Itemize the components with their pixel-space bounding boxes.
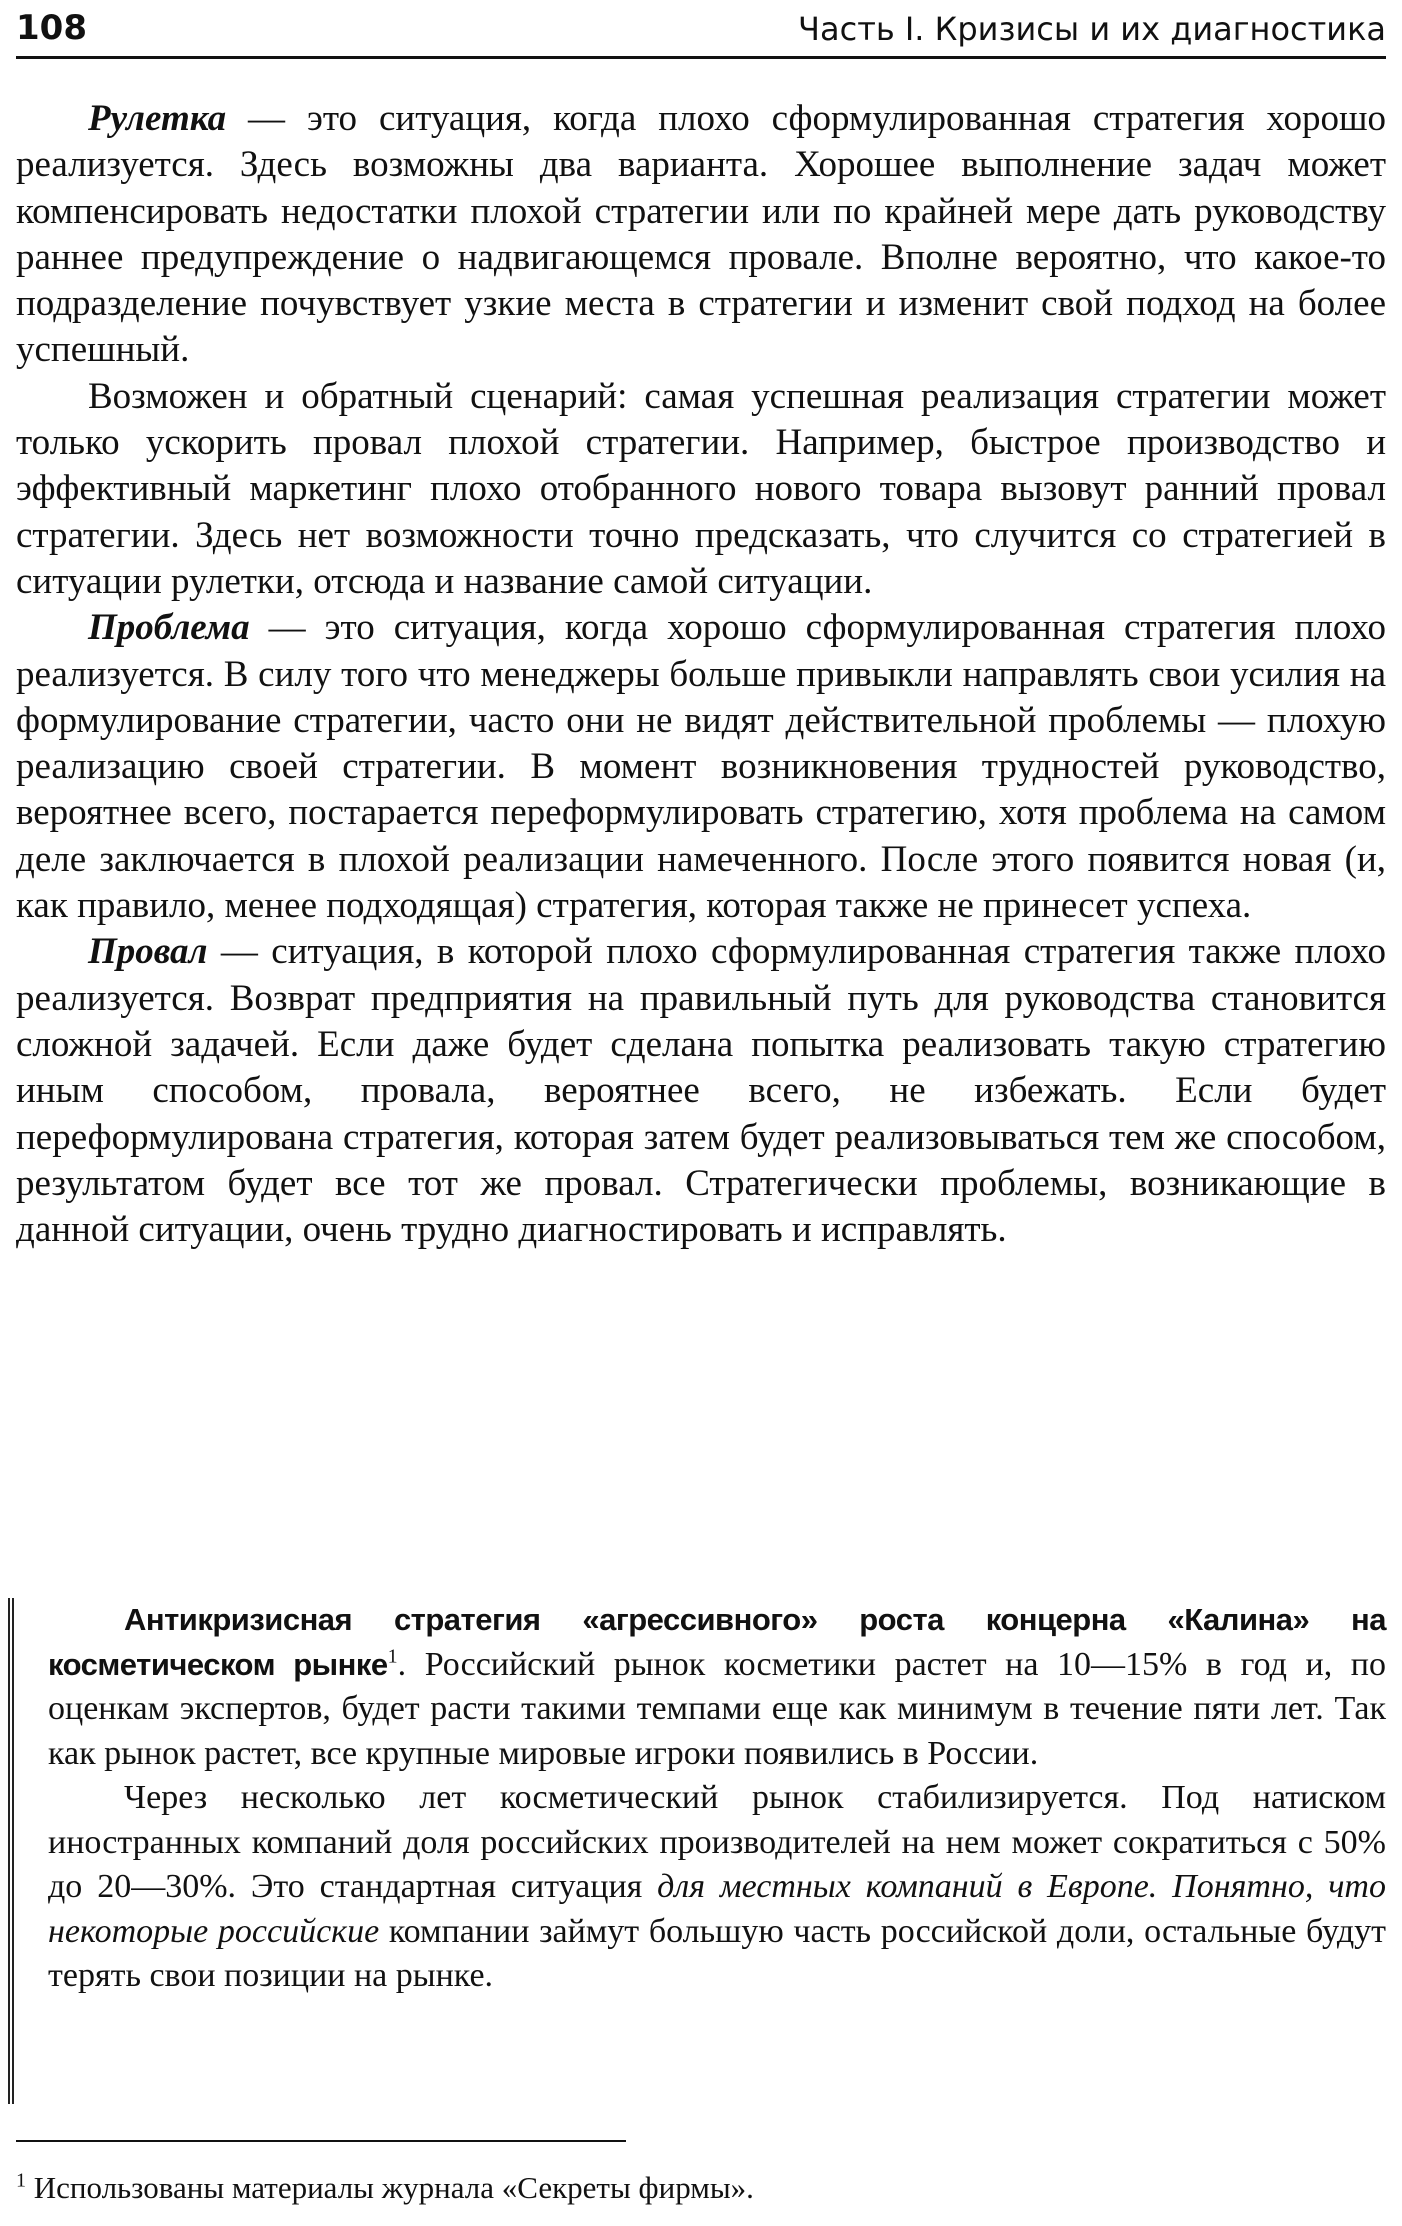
footnote-divider [16,2140,626,2142]
footnote [16,2168,1386,2208]
main-text [16,96,1386,1253]
page-header [16,6,1386,59]
case-paragraph-2-text: Через несколько лет косметический рынок стабилизируется. Под натиском иностранных компаний доля российских производителей на нем может сократиться с 50% до 20—30%. Это стандартная ситуация [48,1779,1386,1905]
page-number: 108 [16,8,87,48]
paragraph-reverse [16,374,1386,605]
case-paragraph-2-italic: для местных компаний в Европе. Понятно, что некоторые российские [48,1868,1386,1950]
case-paragraph-2-end: компании займут большую часть российской доли, остальные будут терять свои позиции на рынке. [48,1912,1386,1994]
paragraph-roulette [16,96,1386,374]
footnote-text: Использованы материалы журнала «Секреты фирмы». [26,2170,754,2205]
term-problem: Проблема [88,607,250,649]
paragraph-reverse-text: Возможен и обратный сценарий: самая успешная реализация стратегии может только ускорить провал плохой стратегии. Например, быстрое производство и эффективный маркетинг плохо отобранного нового товара вызовут ранний провал стратегии. Здесь нет возможности точно предсказать, что случится со стратегией в ситуации рулетки, отсюда и название самой ситуации. [16,375,1386,602]
case-paragraph-2 [48,1776,1386,1999]
term-roulette: Рулетка [88,98,227,139]
paragraph-roulette-text: — это ситуация, когда плохо сформулированная стратегия хорошо реализуется. Здесь возможны два варианта. Хорошее выполнение задач может компенсировать недостатки плохой стратегии или по крайней мере дать руководству раннее предупреждение о надвигающемся провале. Вполне вероятно, что какое-то подразделение почувствует узкие места в стратегии и изменит свой подход на более успешный. [16,98,1386,371]
case-box-content [48,1598,1386,1999]
footnote-marker: 1 [16,2169,26,2192]
case-title: Антикризисная стратегия «агрессивного» роста концерна «Калина» на косметическом рынке [48,1602,1386,1682]
paragraph-problem-text: — это ситуация, когда хорошо сформулированная стратегия плохо реализуется. В силу того что менеджеры больше привыкли направлять свои усилия на формулирование стратегии, часто они не видят действительной проблемы — плохую реализацию своей стратегии. В момент возникновения трудностей руководство, вероятнее всего, постарается переформулировать стратегию, хотя проблема на самом деле заключается в плохой реализации намеченного. После этого появится новая (и, как правило, менее подходящая) стратегия, которая также не принесет успеха. [16,607,1386,927]
paragraph-problem [16,605,1386,929]
case-paragraph-1-text: . Российский рынок косметики растет на 10—15% в год и, по оценкам экспертов, будет расти такими темпами еще как минимум в течение пяти лет. Так как рынок растет, все крупные мировые игроки появились в России. [48,1645,1386,1772]
term-failure: Провал [88,931,208,973]
footnote-ref: 1 [387,1645,398,1668]
paragraph-failure-text: — ситуация, в которой плохо сформулированная стратегия также плохо реализуется. Возврат предприятия на правильный путь для руководства становится сложной задачей. Если даже будет сделана попытка реализовать такую стратегию иным способом, провала, вероятнее всего, не избежать. Если будет переформулирована стратегия, которая затем будет реализовываться тем же способом, результатом будет все тот же провал. Стратегически проблемы, возникающие в данной ситуации, очень трудно диагностировать и исправлять. [16,931,1386,1251]
paragraph-failure [16,929,1386,1253]
case-box [8,1598,1392,2104]
running-title: Часть I. Кризисы и их диагностика [798,10,1386,48]
case-paragraph-1 [48,1598,1386,1776]
